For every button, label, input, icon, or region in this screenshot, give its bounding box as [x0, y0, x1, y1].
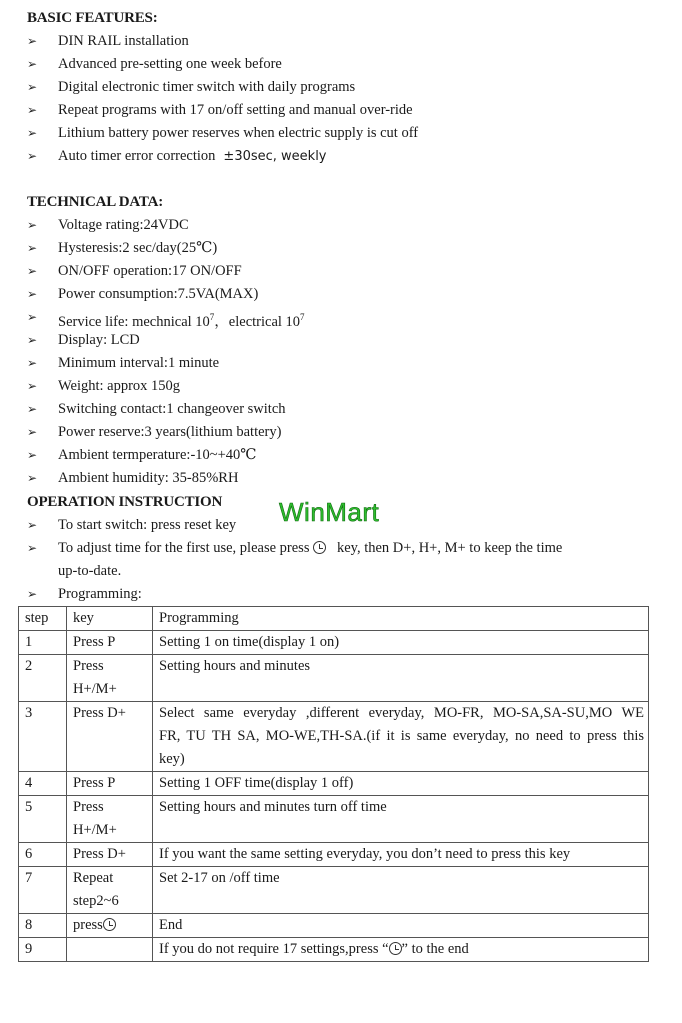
arrow-bullet-icon: ➢	[27, 518, 38, 532]
operation-wrap-line: up-to-date.	[58, 563, 122, 579]
arrow-bullet-icon: ➢	[27, 103, 38, 117]
document-page: BASIC FEATURES: ➢ DIN RAIL installation ➢ Advanced pre-setting one week before ➢ Digital electronic timer switch with daily programs ➢ Repeat programs with 17 on/off setting and manual over-ride ➢ Lithium battery power reserves when electric supply is cut off ➢ Auto timer error correction ±30sec, weekly TECHNICAL DATA: ➢ Voltage rating:24VDC ➢ Hysteresis:2 sec/day(25℃) ➢ ON/OFF operation:17 ON/OFF ➢ Power consumption:7.5VA(MAX) ➢ Service life: mechnical $10^7$，electrical $10^7$ ➢ Display: LCD ➢ Minimum interval:1 minute ➢ Weight: approx 150g ➢ Switching contact:1 changeover switch ➢ Power reserve:3 years(lithium battery) ➢ Ambient termperature:-10~+40℃ ➢ Ambient humidity: 35-85%RH OPERATION INSTRUCTION WinMart ➢ To start switch: press reset key ➢ To adjust time for the first use, please press key, then D+, H+, M+ to keep the time up-to-date. ➢ Programming: step key Programming 1 Press P Setting 1 on time(display 1 on) 2 Press H+/M+ Setting hours and minutes 3 Press D+ Select same everyday ,different everyday, MO-FR, MO-SA,SA-SU,MO WE FR, TU TH SA, MO-WE,TH-SA.(if it is same everyday, no need to press this key) 4 Press P Setting 1 OFF time(display 1 off) 5 Press H+/M+ Setting hours and minutes turn off time 6 Press D+ If you want the same setting everyday, you don’t need to press this key 7 Repeat step2~6 Set 2-17 on /off time 8 press End 9 If you do not require 17 settings,press “ ” to the end	[0, 0, 682, 1023]
watermark-logo: WinMart	[279, 497, 380, 527]
arrow-bullet-icon: ➢	[27, 356, 38, 370]
table-row: 4 Press P Setting 1 OFF time(display 1 off)	[19, 772, 649, 796]
technical-data-heading: TECHNICAL DATA:	[27, 194, 164, 210]
table-row: 7 Repeat step2~6 Set 2-17 on /off time	[19, 867, 649, 914]
table-row: 3 Press D+ Select same everyday ,different everyday, MO-FR, MO-SA,SA-SU,MO WE FR, TU TH SA, MO-WE,TH-SA.(if it is same everyday, no need to press this key)	[19, 702, 649, 772]
operation-instruction-heading: OPERATION INSTRUCTION	[27, 494, 223, 510]
table-row: 6 Press D+ If you want the same setting everyday, you don’t need to press this key	[19, 843, 649, 867]
arrow-bullet-icon: ➢	[27, 541, 38, 555]
table-row: 2 Press H+/M+ Setting hours and minutes	[19, 655, 649, 702]
arrow-bullet-icon: ➢	[27, 471, 38, 485]
basic-features-heading: BASIC FEATURES:	[27, 10, 158, 26]
arrow-bullet-icon: ➢	[27, 126, 38, 140]
arrow-bullet-icon: ➢	[27, 57, 38, 71]
table-row: 5 Press H+/M+ Setting hours and minutes turn off time	[19, 796, 649, 843]
header-key: key	[67, 607, 153, 631]
arrow-bullet-icon: ➢	[27, 448, 38, 462]
arrow-bullet-icon: ➢	[27, 402, 38, 416]
table-row: 8 press End	[19, 914, 649, 938]
arrow-bullet-icon: ➢	[27, 34, 38, 48]
arrow-bullet-icon: ➢	[27, 287, 38, 301]
table-row: 1 Press P Setting 1 on time(display 1 on)	[19, 631, 649, 655]
clock-icon	[103, 918, 116, 931]
arrow-bullet-icon: ➢	[27, 333, 38, 347]
table-header-row	[19, 607, 649, 631]
arrow-bullet-icon: ➢	[27, 241, 38, 255]
arrow-bullet-icon: ➢	[27, 149, 38, 163]
arrow-bullet-icon: ➢	[27, 379, 38, 393]
arrow-bullet-icon: ➢	[27, 587, 38, 601]
clock-icon	[313, 541, 326, 554]
arrow-bullet-icon: ➢	[27, 425, 38, 439]
table-row: 9 If you do not require 17 settings,press “ ” to the end	[19, 938, 649, 962]
programming-table	[18, 606, 649, 962]
header-programming: Programming	[153, 607, 649, 631]
arrow-bullet-icon: ➢	[27, 218, 38, 232]
header-step: step	[19, 607, 67, 631]
clock-icon	[389, 942, 402, 955]
arrow-bullet-icon: ➢	[27, 310, 38, 324]
arrow-bullet-icon: ➢	[27, 80, 38, 94]
arrow-bullet-icon: ➢	[27, 264, 38, 278]
